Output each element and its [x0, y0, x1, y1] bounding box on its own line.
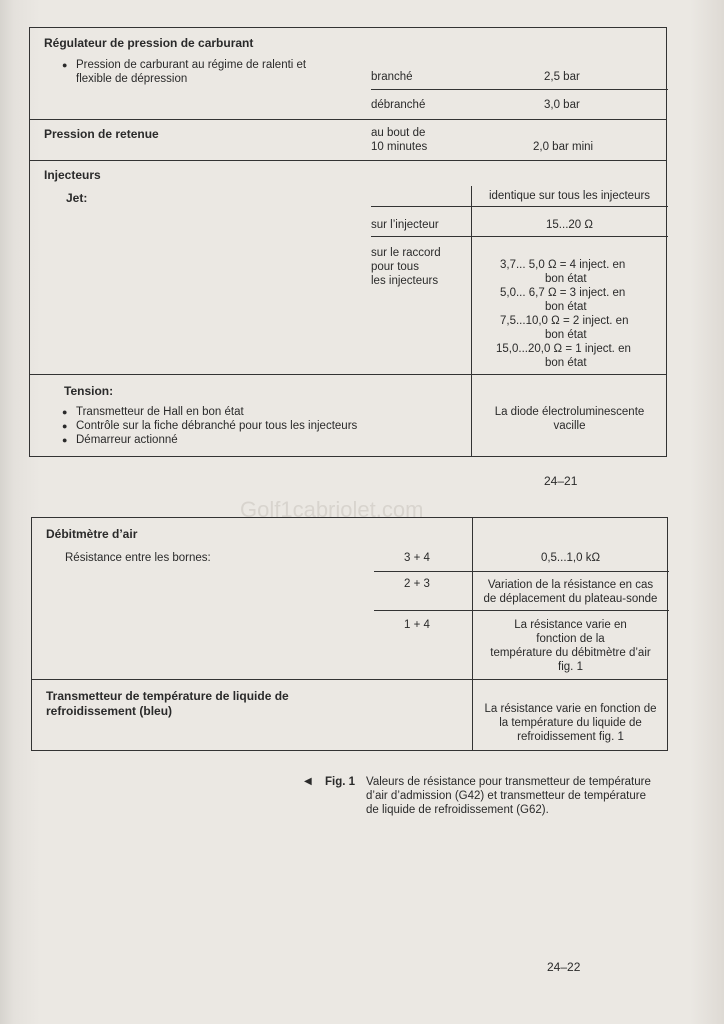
retention-value: 2,0 bar mini — [533, 141, 594, 153]
specs-table-2 — [31, 517, 668, 751]
connector-label-line2: pour tous — [371, 261, 419, 273]
injector-resistance-line: 5,0... 6,7 Ω = 3 inject. en — [500, 287, 626, 299]
terminals-value-line: fonction de la — [536, 633, 605, 645]
terminals-value-line: fig. 1 — [558, 661, 583, 673]
page-number: 24–22 — [547, 960, 581, 974]
coolant-result-line3: refroidissement fig. 1 — [517, 731, 624, 743]
arrow-left-icon: ◀ — [304, 776, 312, 787]
bullet-icon: ● — [62, 60, 68, 70]
injector-resistance-line: 7,5...10,0 Ω = 2 inject. en — [500, 315, 629, 327]
tension-bullet: Contrôle sur la fiche débranché pour tous les injecteurs — [76, 420, 358, 432]
regulator-item-line2: flexible de dépression — [76, 73, 188, 85]
retention-title: Pression de retenue — [44, 127, 159, 141]
connector-label-line3: les injecteurs — [371, 275, 439, 287]
bullet-icon: ● — [62, 421, 68, 431]
connector-label-line1: sur le raccord — [371, 247, 441, 259]
figure-caption-line3: de liquide de refroidissement (G62). — [366, 804, 549, 816]
jet-label: Jet: — [66, 191, 88, 205]
terminals-value-line: température du débitmètre d’air — [490, 647, 651, 659]
figure-caption-line2: d’air d’admission (G42) et transmetteur de température — [366, 790, 646, 802]
injector-resistance-line: bon état — [545, 357, 587, 369]
injectors-title: Injecteurs — [44, 168, 101, 182]
page-number: 24–21 — [544, 474, 578, 488]
injector-resistance-line: bon état — [545, 273, 587, 285]
terminals-label: 2 + 3 — [404, 578, 430, 590]
terminals-label: 1 + 4 — [404, 619, 430, 631]
injector-resistance-line: 15,0...20,0 Ω = 1 inject. en — [496, 343, 631, 355]
resistance-label: Résistance entre les bornes: — [65, 552, 211, 564]
terminals-value-line: Variation de la résistance en cas — [487, 579, 654, 591]
terminals-value-line: de déplacement du plateau-sonde — [483, 593, 658, 605]
retention-condition-line2: 10 minutes — [371, 141, 428, 153]
watermark: Golf1cabriolet.com — [240, 497, 424, 522]
retention-condition-line1: au bout de — [371, 127, 426, 139]
injector-resistance-line: 3,7... 5,0 Ω = 4 inject. en — [500, 259, 626, 271]
tension-result-line2: vacille — [553, 420, 586, 432]
specs-table-1 — [29, 27, 667, 457]
on-injector-value: 15...20 Ω — [546, 219, 593, 231]
figure-label: Fig. 1 — [325, 776, 356, 788]
tension-title: Tension: — [64, 384, 114, 398]
terminals-label: 3 + 4 — [404, 552, 430, 564]
figure-caption-line1: Valeurs de résistance pour transmetteur de température — [366, 776, 651, 788]
tension-bullet: Démarreur actionné — [76, 434, 178, 446]
on-injector-label: sur l’injecteur — [371, 219, 439, 231]
bullet-icon: ● — [62, 435, 68, 445]
terminals-value-line: La résistance varie en — [514, 619, 627, 631]
regulator-connected-value: 2,5 bar — [544, 71, 580, 83]
regulator-disconnected-label: débranché — [371, 99, 426, 111]
injector-resistance-line: bon état — [545, 329, 587, 341]
airflow-title: Débitmètre d’air — [46, 527, 138, 541]
regulator-disconnected-value: 3,0 bar — [544, 99, 580, 111]
coolant-title-line2: refroidissement (bleu) — [46, 704, 173, 718]
coolant-result-line1: La résistance varie en fonction de — [484, 703, 657, 715]
coolant-result-line2: la température du liquide de — [499, 717, 642, 729]
tension-result-line1: La diode électroluminescente — [494, 406, 645, 418]
regulator-title: Régulateur de pression de carburant — [44, 36, 254, 50]
bullet-icon: ● — [62, 407, 68, 417]
terminals-value-line: 0,5...1,0 kΩ — [540, 552, 601, 564]
regulator-item-line1: Pression de carburant au régime de ralenti et — [76, 59, 307, 71]
coolant-title-line1: Transmetteur de température de liquide de — [46, 689, 289, 703]
jet-value: identique sur tous les injecteurs — [488, 190, 651, 202]
injector-resistance-line: bon état — [545, 301, 587, 313]
regulator-connected-label: branché — [371, 71, 413, 83]
tension-bullet: Transmetteur de Hall en bon état — [76, 406, 244, 418]
